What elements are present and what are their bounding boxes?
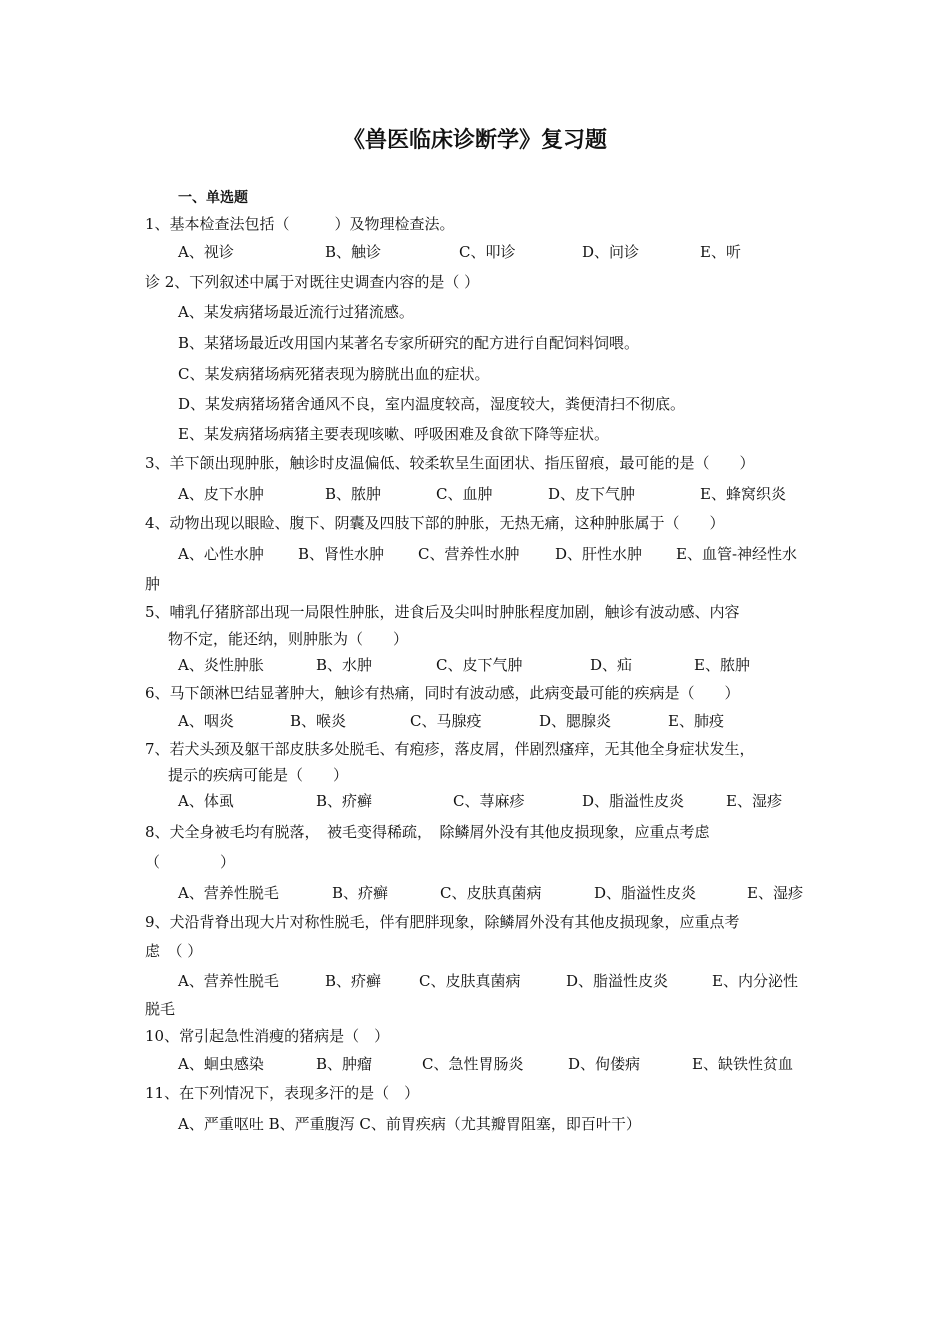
question-1-option-e: E、听 <box>700 243 741 261</box>
section-heading: 一、单选题 <box>178 190 248 206</box>
question-7-option-d: D、脂溢性皮炎 <box>582 792 685 810</box>
question-3-option-b: B、脓肿 <box>325 485 382 503</box>
question-8-option-c: C、皮肤真菌病 <box>440 884 542 902</box>
question-8-option-e: E、湿疹 <box>747 884 803 902</box>
question-7-option-e: E、湿疹 <box>726 792 782 810</box>
question-5-option-b: B、水肿 <box>316 656 373 674</box>
question-10-option-b: B、肿瘤 <box>316 1055 373 1073</box>
question-10-stem: 10、常引起急性消瘦的猪病是（ ） <box>145 1027 390 1045</box>
question-9-stem: 9、犬沿背脊出现大片对称性脱毛，伴有肥胖现象，除鳞屑外没有其他皮损现象，应重点考 <box>145 913 740 931</box>
question-8-stem: 8、犬全身被毛均有脱落， 被毛变得稀疏， 除鳞屑外没有其他皮损现象，应重点考虑 <box>145 823 710 841</box>
question-7-option-b: B、疥癣 <box>316 792 373 810</box>
question-8-option-a: A、营养性脱毛 <box>178 884 279 902</box>
question-2-option-d: D、某发病猪场猪舍通风不良，室内温度较高，湿度较大，粪便清扫不彻底。 <box>178 395 686 413</box>
question-2-option-e: E、某发病猪场病猪主要表现咳嗽、呼吸困难及食欲下降等症状。 <box>178 425 609 443</box>
question-11-options: A、严重呕吐 B、严重腹泻 C、前胃疾病（尤其瓣胃阻塞，即百叶干） <box>178 1115 641 1133</box>
question-4-option-b: B、肾性水肿 <box>298 545 385 563</box>
question-4-option-c: C、营养性水肿 <box>418 545 520 563</box>
question-6-stem: 6、马下颌淋巴结显著肿大，触诊有热痛，同时有波动感，此病变最可能的疾病是（ ） <box>145 684 740 702</box>
question-7-stem: 7、若犬头颈及躯干部皮肤多处脱毛、有疱疹，落皮屑，伴剧烈瘙痒，无其他全身症状发生， <box>145 740 755 758</box>
question-7-option-a: A、体虱 <box>178 792 234 810</box>
question-10-option-e: E、缺铁性贫血 <box>692 1055 793 1073</box>
question-9-option-e: E、内分泌性 <box>712 972 798 990</box>
question-8-option-b: B、疥癣 <box>332 884 389 902</box>
question-1-stem: 1、基本检查法包括（ ）及物理检查法。 <box>145 215 455 233</box>
question-6-option-b: B、喉炎 <box>290 712 347 730</box>
question-5-stem-cont: 物不定，能还纳，则肿胀为（ ） <box>168 630 409 648</box>
question-6-option-d: D、腮腺炎 <box>539 712 612 730</box>
question-4-option-d: D、肝性水肿 <box>555 545 643 563</box>
question-1-option-c: C、叩诊 <box>459 243 516 261</box>
question-5-option-e: E、脓肿 <box>694 656 750 674</box>
question-4-option-a: A、心性水肿 <box>178 545 264 563</box>
question-4-option-e: E、血管-神经性水 <box>676 545 798 563</box>
question-4-option-e-wrap: 肿 <box>145 575 161 593</box>
question-2-option-a: A、某发病猪场最近流行过猪流感。 <box>178 303 414 321</box>
question-3-option-a: A、皮下水肿 <box>178 485 264 503</box>
question-6-option-c: C、马腺疫 <box>410 712 482 730</box>
question-5-option-a: A、炎性肿胀 <box>178 656 264 674</box>
question-3-option-d: D、皮下气肿 <box>548 485 636 503</box>
question-10-option-a: A、蛔虫感染 <box>178 1055 264 1073</box>
question-7-stem-cont: 提示的疾病可能是（ ） <box>168 766 349 784</box>
question-8-stem-cont: （ ） <box>145 853 236 871</box>
question-3-option-e: E、蜂窝织炎 <box>700 485 786 503</box>
question-6-option-a: A、咽炎 <box>178 712 234 730</box>
question-2-stem: 诊 2、下列叙述中属于对既往史调查内容的是（ ） <box>145 273 480 291</box>
question-4-stem: 4、动物出现以眼睑、腹下、阴囊及四肢下部的肿胀，无热无痛，这种肿胀属于（ ） <box>145 514 725 532</box>
question-9-option-a: A、营养性脱毛 <box>178 972 279 990</box>
question-11-stem: 11、在下列情况下，表现多汗的是（ ） <box>145 1084 420 1102</box>
question-5-option-d: D、疝 <box>590 656 633 674</box>
question-1-option-d: D、问诊 <box>582 243 640 261</box>
question-5-stem: 5、哺乳仔猪脐部出现一局限性肿胀，进食后及尖叫时肿胀程度加剧，触诊有波动感、内容 <box>145 603 740 621</box>
question-9-option-e-wrap: 脱毛 <box>145 1000 176 1018</box>
question-10-option-c: C、急性胃肠炎 <box>422 1055 524 1073</box>
question-5-option-c: C、皮下气肿 <box>436 656 523 674</box>
question-9-option-d: D、脂溢性皮炎 <box>566 972 669 990</box>
question-1-option-b: B、触诊 <box>325 243 382 261</box>
question-9-stem-cont: 虑 （ ） <box>145 942 203 960</box>
question-3-stem: 3、羊下颌出现肿胀，触诊时皮温偏低、较柔软呈生面团状、指压留痕，最可能的是（ ） <box>145 454 755 472</box>
question-2-option-b: B、某猪场最近改用国内某著名专家所研究的配方进行自配饲料饲喂。 <box>178 334 640 352</box>
question-8-option-d: D、脂溢性皮炎 <box>594 884 697 902</box>
question-6-option-e: E、肺疫 <box>668 712 724 730</box>
question-10-option-d: D、佝偻病 <box>568 1055 641 1073</box>
question-3-option-c: C、血肿 <box>436 485 493 503</box>
question-7-option-c: C、荨麻疹 <box>453 792 525 810</box>
question-9-option-b: B、疥癣 <box>325 972 382 990</box>
document-title: 《兽医临床诊断学》复习题 <box>342 128 607 153</box>
question-9-option-c: C、皮肤真菌病 <box>419 972 521 990</box>
question-1-option-a: A、视诊 <box>178 243 234 261</box>
question-2-option-c: C、某发病猪场病死猪表现为膀胱出血的症状。 <box>178 365 490 383</box>
